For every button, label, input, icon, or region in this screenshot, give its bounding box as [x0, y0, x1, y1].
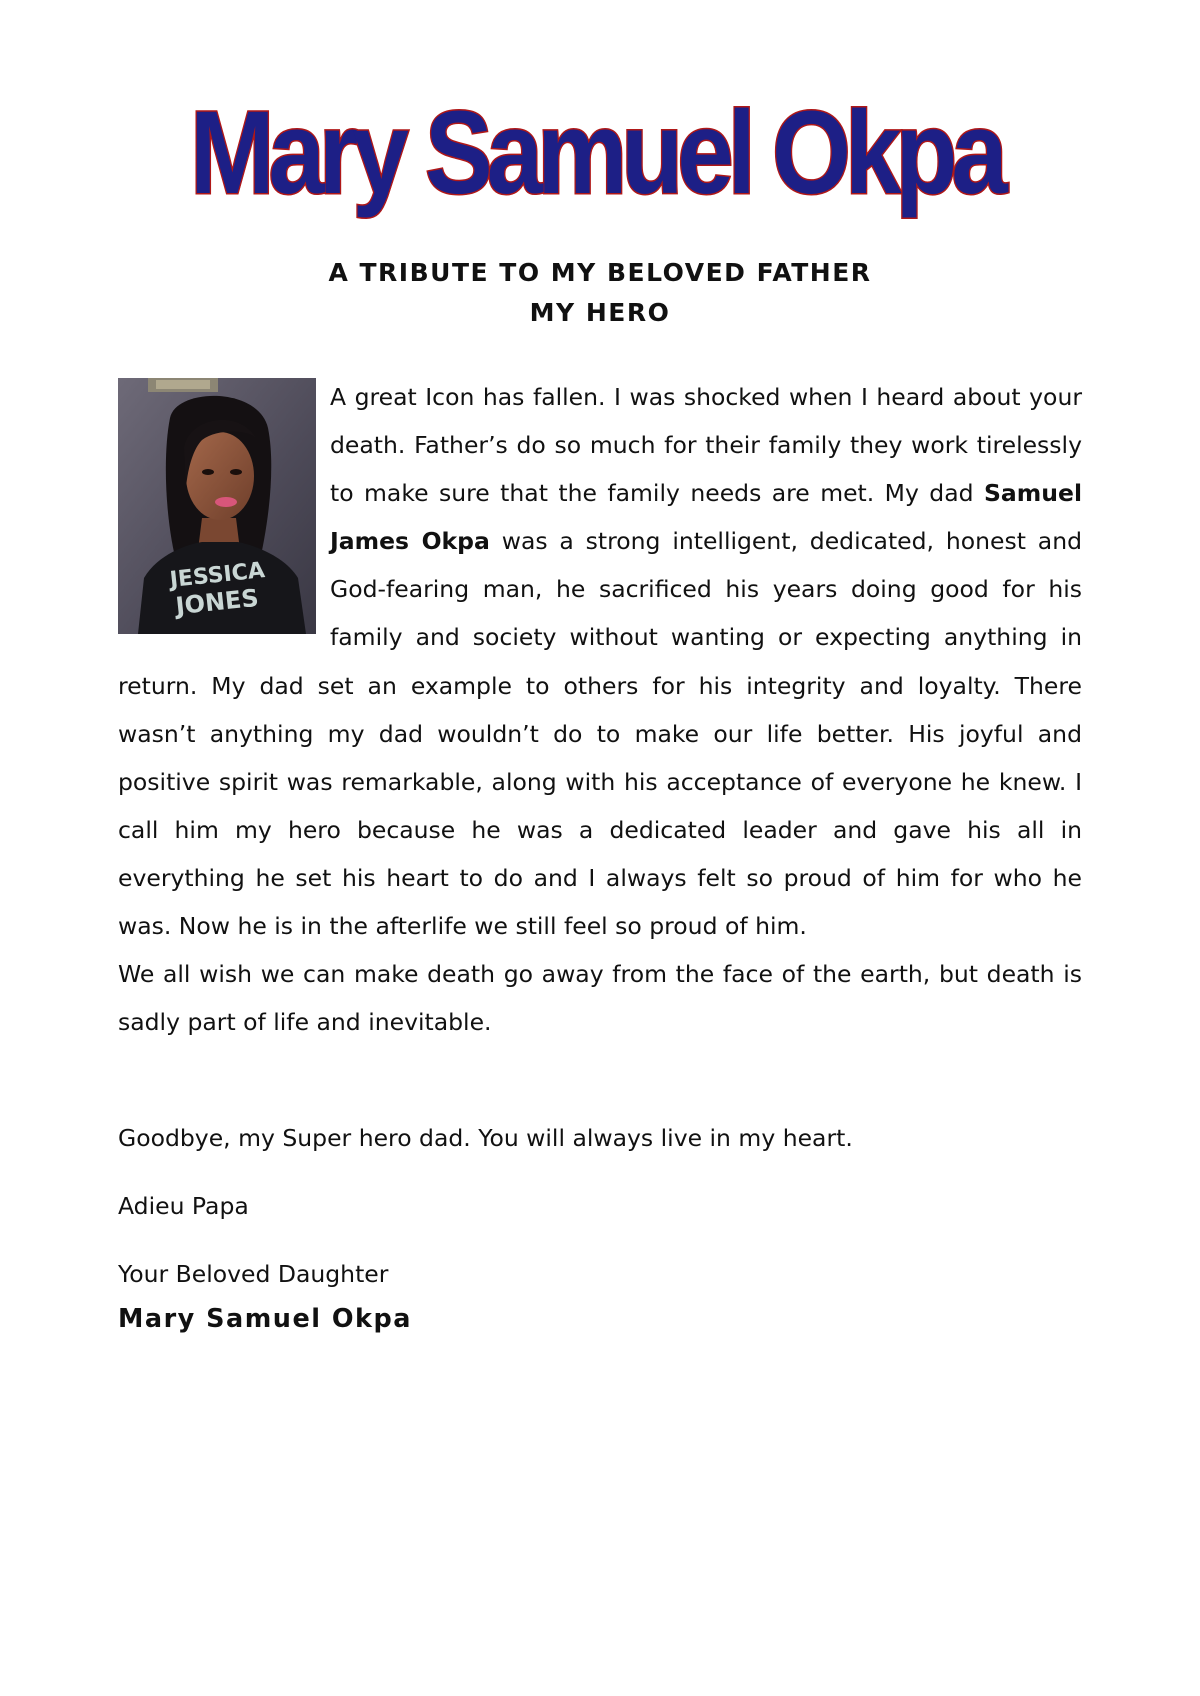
- closing-line: Your Beloved Daughter: [118, 1260, 389, 1288]
- banner-title: Mary Samuel Okpa: [190, 87, 1002, 219]
- adieu-line: Adieu Papa: [118, 1192, 249, 1220]
- tribute-heading: A TRIBUTE TO MY BELOVED FATHER: [328, 258, 872, 287]
- goodbye-line: Goodbye, my Super hero dad. You will always live in my heart.: [118, 1124, 853, 1152]
- signature: Mary Samuel Okpa: [118, 1304, 412, 1334]
- tribute-body: [118, 373, 1082, 1046]
- shirt-print-line2: JONES: [174, 583, 260, 621]
- tribute-subheading: MY HERO: [529, 298, 671, 327]
- father-name: Samuel James Okpa: [330, 479, 1082, 556]
- tribute-paragraph-1: A great Icon has fallen. I was shocked when I heard about your death. Father’s do so much for their family they work tirelessly to make sure that the family needs are met. My dad Samuel James Okpa was a strong intelligent, dedicated, honest and God-fearing man, he sacrificed his years doing good for his family and society without wanting or expecting anything in return. My dad set an example to others for his integrity and loyalty. There wasn’t anything my dad wouldn’t do to make our life better. His joyful and positive spirit was remarkable, along with his acceptance of everyone he knew. I call him my hero because he was a dedicated leader and gave his all in everything he set his heart to do and I always felt so proud of him for who he was. Now he is in the afterlife we still feel so proud of him.: [118, 383, 1083, 941]
- shirt-print-line1: JESSICA: [168, 558, 267, 593]
- tribute-paragraph-2: We all wish we can make death go away from the face of the earth, but death is sadly part of life and inevitable.: [118, 960, 1082, 1037]
